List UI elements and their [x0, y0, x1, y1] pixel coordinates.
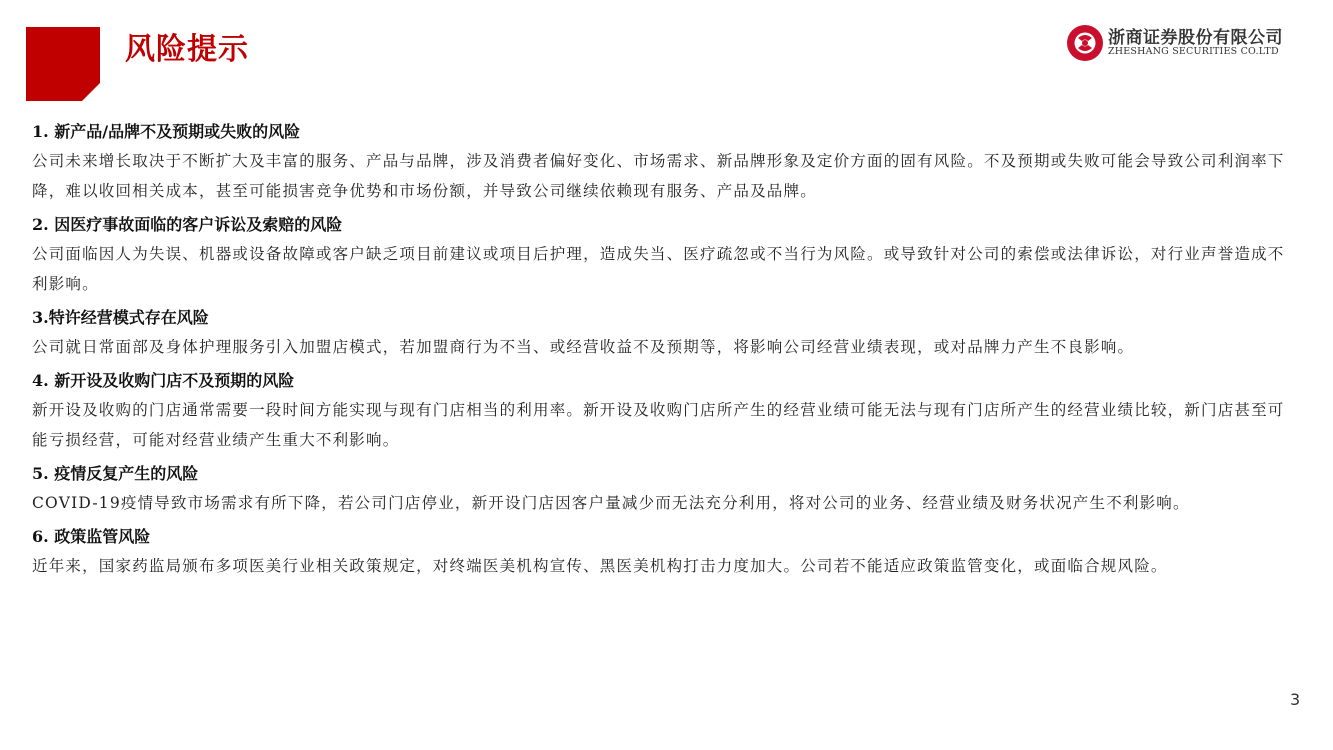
risk-section — [32, 118, 1290, 206]
company-logo — [1066, 22, 1306, 66]
risk-body: 新开设及收购的门店通常需要一段时间方能实现与现有门店相当的利用率。新开设及收购门店所产生的经营业绩可能无法与现有门店所产生的经营业绩比较，新门店甚至可能亏损经营，可能对经营业绩产生重大不利影响。 — [32, 401, 1285, 449]
risk-heading: 2. 因医疗事故面临的客户诉讼及索赔的风险 — [32, 215, 343, 234]
company-name-en: ZHESHANG SECURITIES CO.LTD — [1108, 46, 1279, 57]
risk-heading: 4. 新开设及收购门店不及预期的风险 — [32, 371, 295, 390]
risk-heading: 5. 疫情反复产生的风险 — [32, 464, 199, 483]
risk-section — [32, 304, 1290, 362]
zheshang-logo-icon — [1066, 24, 1104, 62]
page-title: 风险提示 — [125, 32, 249, 67]
risk-body: 公司未来增长取决于不断扩大及丰富的服务、产品与品牌，涉及消费者偏好变化、市场需求、新品牌形象及定价方面的固有风险。不及预期或失败可能会导致公司利润率下降，难以收回相关成本，甚至可能损害竞争优势和市场份额，并导致公司继续依赖现有服务、产品及品牌。 — [32, 152, 1285, 200]
risk-section — [32, 523, 1290, 581]
risk-section — [32, 367, 1290, 455]
risk-section — [32, 460, 1290, 518]
risk-list — [32, 118, 1290, 586]
risk-body: 公司就日常面部及身体护理服务引入加盟店模式，若加盟商行为不当、或经营收益不及预期等，将影响公司经营业绩表现，或对品牌力产生不良影响。 — [32, 338, 1135, 356]
page-number: 3 — [1290, 690, 1301, 709]
risk-heading: 3.特许经营模式存在风险 — [32, 308, 209, 327]
risk-section — [32, 211, 1290, 299]
company-name-cn: 浙商证券股份有限公司 — [1108, 28, 1283, 48]
risk-heading: 1. 新产品/品牌不及预期或失败的风险 — [32, 122, 301, 141]
risk-body: 公司面临因人为失误、机器或设备故障或客户缺乏项目前建议或项目后护理，造成失当、医疗疏忽或不当行为风险。或导致针对公司的索偿或法律诉讼，对行业声誉造成不利影响。 — [32, 245, 1285, 293]
risk-body: COVID-19疫情导致市场需求有所下降，若公司门店停业，新开设门店因客户量减少而无法充分利用，将对公司的业务、经营业绩及财务状况产生不利影响。 — [32, 494, 1190, 512]
title-accent-block — [26, 27, 100, 101]
risk-heading: 6. 政策监管风险 — [32, 527, 151, 546]
risk-body: 近年来，国家药监局颁布多项医美行业相关政策规定，对终端医美机构宣传、黑医美机构打击力度加大。公司若不能适应政策监管变化，或面临合规风险。 — [32, 557, 1168, 575]
